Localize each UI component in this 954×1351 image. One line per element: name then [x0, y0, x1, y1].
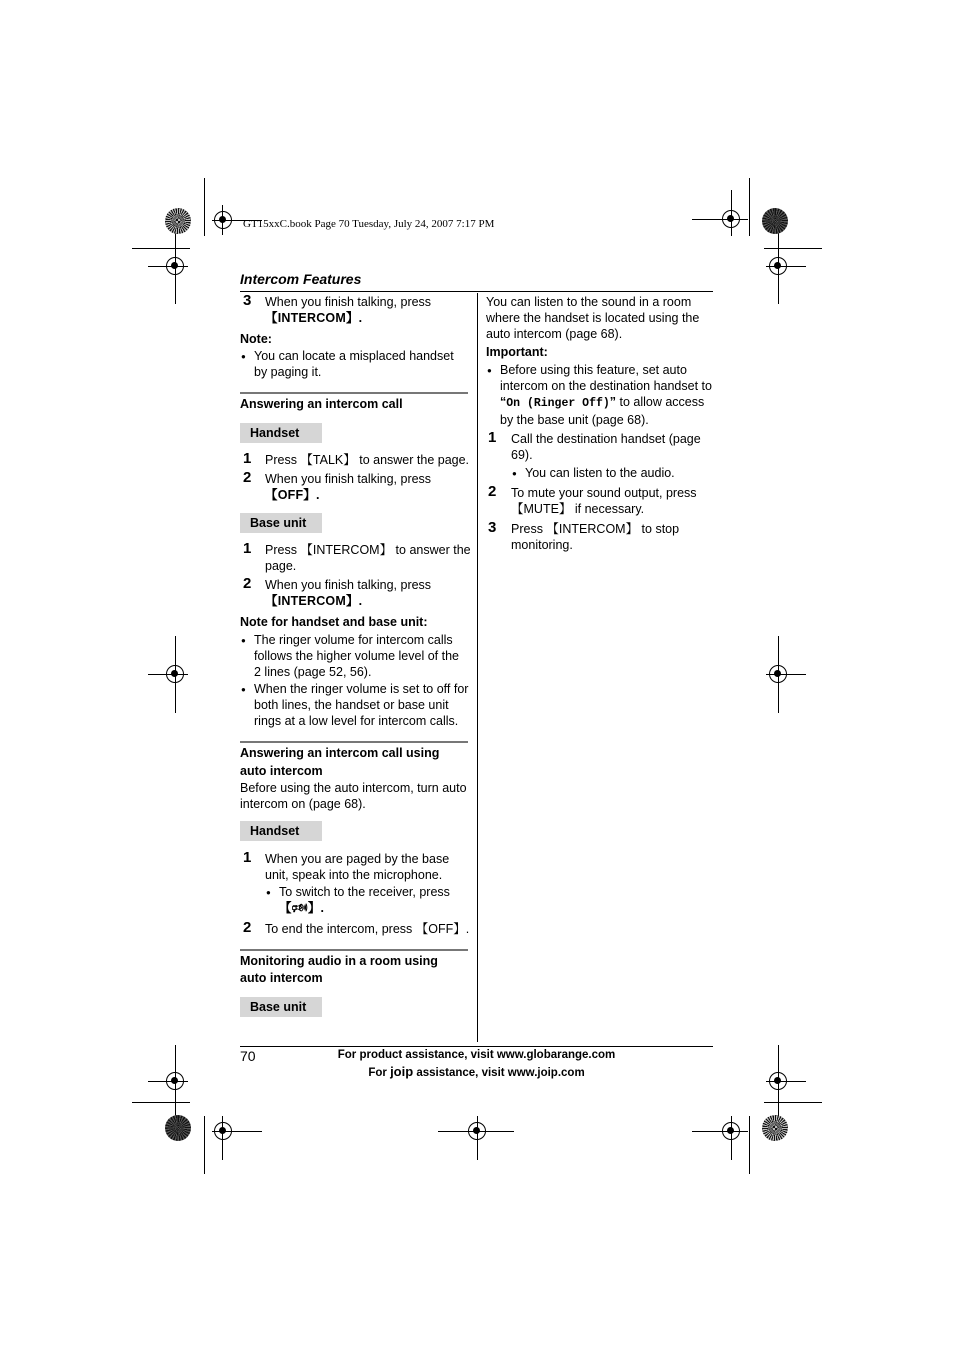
handset-tag: Handset: [240, 821, 322, 841]
column-divider: [477, 293, 478, 1042]
step-number: 2: [243, 469, 252, 486]
step-text: Press 【INTERCOM】 to stop monitoring.: [511, 522, 680, 552]
step-text: Press 【INTERCOM】 to answer the: [265, 543, 471, 557]
base-unit-tag: Base unit: [240, 513, 322, 533]
sub-bullet: ● To switch to the receiver, press 【🕬】.: [279, 884, 450, 916]
footer-line-1: For product assistance, visit www.globarange.com: [337, 1049, 616, 1061]
handset-tag: Handset: [240, 423, 322, 443]
key-label: 【OFF】.: [265, 488, 320, 502]
subsection-title: Answering an intercom call: [240, 397, 403, 411]
step-text: When you finish talking, press: [265, 295, 432, 309]
step-number: 2: [243, 575, 252, 592]
sub-bullet: ● You can listen to the audio.: [525, 465, 675, 481]
subsection-title: Monitoring audio in a room using auto intercom: [240, 954, 438, 985]
step-number: 1: [488, 429, 497, 446]
section-rule: [240, 741, 468, 743]
step-text: When you are paged by the base unit, speak into the microphone.: [265, 852, 450, 882]
step-text: To mute your sound output, press 【MUTE】 if necessary.: [511, 486, 697, 516]
section-title: Intercom Features: [240, 271, 362, 287]
step-text: When you finish talking, press: [265, 472, 432, 486]
header-rule: [240, 291, 713, 292]
note-label: Note:: [240, 332, 272, 346]
important-label: Important:: [486, 345, 548, 359]
step-text: When you finish talking, press: [265, 578, 432, 592]
step-number: 3: [243, 292, 252, 309]
step-number: 1: [243, 540, 252, 557]
note-bullet: ● When the ringer volume is set to off for both lines, the handset or base unit rings at a low level for intercom calls.: [254, 681, 468, 729]
key-label: 【INTERCOM】.: [265, 594, 363, 608]
note-bullet: ● The ringer volume for intercom calls follows the higher volume level of the 2 lines (page 52, 56).: [254, 632, 459, 680]
base-unit-tag: Base unit: [240, 997, 322, 1017]
joip-logo: joip: [390, 1064, 414, 1079]
step-number: 2: [488, 483, 497, 500]
footer-rule: [240, 1046, 713, 1047]
footer-line-2: For joip assistance, visit www.joip.com: [368, 1064, 585, 1079]
print-header: GT15xxC.book Page 70 Tuesday, July 24, 2007 7:17 PM: [243, 218, 495, 230]
page-number: 70: [240, 1048, 256, 1064]
step-number: 3: [488, 519, 497, 536]
section-rule: [240, 949, 468, 951]
step-number: 1: [243, 450, 252, 467]
step-text: Press 【TALK】 to answer the page.: [265, 453, 470, 467]
note-bullet: ● You can locate a misplaced handset by paging it.: [254, 348, 454, 380]
key-label: 【INTERCOM】.: [265, 311, 363, 325]
intro-text: You can listen to the sound in a room where the handset is located using the auto intercom (page 68).: [486, 295, 700, 341]
step-text: page.: [265, 559, 297, 573]
body-text: Before using the auto intercom, turn auto intercom on (page 68).: [240, 781, 467, 811]
step-text: To end the intercom, press 【OFF】.: [265, 922, 470, 936]
section-rule: [240, 392, 468, 394]
step-number: 2: [243, 919, 252, 936]
important-bullet: ● Before using this feature, set auto intercom on the destination handset to “On (Ringer Off)” to allow access by the base unit (page 68).: [500, 362, 712, 428]
note-label: Note for handset and base unit:: [240, 615, 428, 629]
subsection-title: Answering an intercom call using auto intercom: [240, 746, 440, 778]
step-number: 1: [243, 849, 252, 866]
step-text: Call the destination handset (page 69).: [511, 432, 701, 462]
